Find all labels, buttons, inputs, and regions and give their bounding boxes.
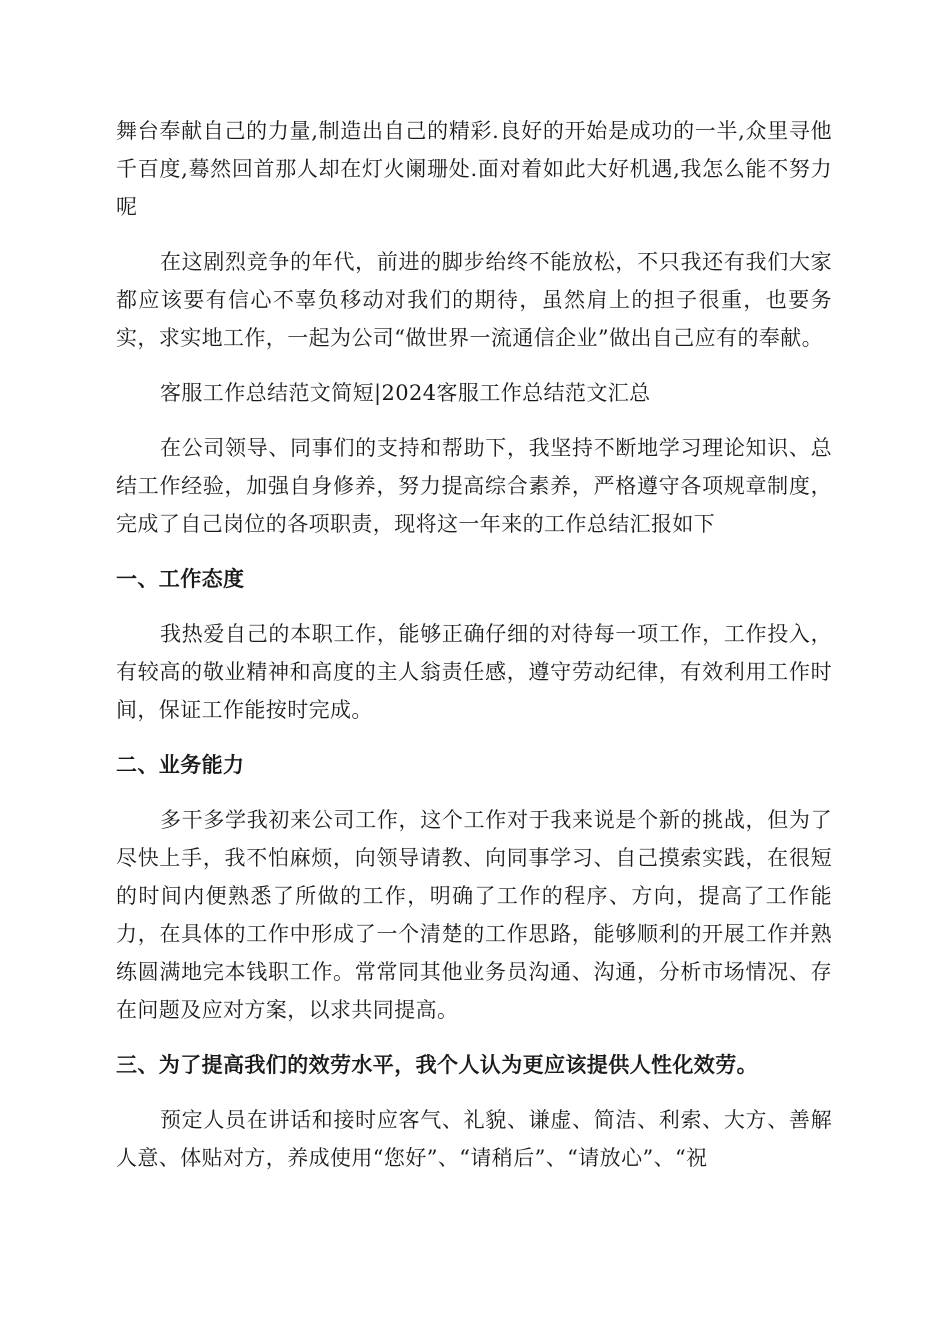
heading-work-attitude: 一、工作态度	[116, 567, 245, 591]
paragraph-service-level: 预定人员在讲话和接时应客气、礼貌、谦虚、简洁、利索、大方、善解人意、体贴对方，养成使用“您好”、“请稍后”、“请放心”、“祝	[116, 1108, 832, 1170]
paragraph-continuation: 舞台奉献自己的力量,制造出自己的精彩.良好的开始是成功的一半,众里寻他千百度,蓦然回首那人却在灯火阑珊处.面对着如此大好机遇,我怎么能不努力呢	[116, 119, 832, 219]
paragraph-work-attitude: 我热爱自己的本职工作，能够正确仔细的对待每一项工作，工作投入，有较高的敬业精神和高度的主人翁责任感，遵守劳动纪律，有效利用工作时间，保证工作能按时完成。	[116, 622, 832, 722]
article-title: 客服工作总结范文简短|2024客服工作总结范文汇总	[160, 381, 651, 405]
heading-service-level: 三、为了提高我们的效劳水平，我个人认为更应该提供人性化效劳。	[116, 1053, 758, 1077]
document-page	[116, 112, 832, 1194]
heading-business-ability: 二、业务能力	[116, 753, 245, 777]
paragraph-intro: 在公司领导、同事们的支持和帮助下，我坚持不断地学习理论知识、总结工作经验，加强自身修养，努力提高综合素养，严格遵守各项规章制度，完成了自己岗位的各项职责，现将这一年来的工作总结汇报如下	[116, 436, 832, 536]
paragraph-business-ability: 多干多学我初来公司工作，这个工作对于我来说是个新的挑战，但为了尽快上手，我不怕麻烦，向领导请教、向同事学习、自己摸索实践，在很短的时间内便熟悉了所做的工作，明确了工作的程序、方向，提高了工作能力，在具体的工作中形成了一个清楚的工作思路，能够顺利的开展工作并熟练圆满地完本钱职工作。常常同其他业务员沟通、沟通，分析市场情况、存在问题及应对方案，以求共同提高。	[116, 808, 832, 1022]
paragraph-competition: 在这剧烈竞争的年代，前进的脚步绐终不能放松，不只我还有我们大家都应该要有信心不辜负移动对我们的期待，虽然肩上的担子很重，也要务实，求实地工作，一起为公司“做世界一流通信企业”做出自己应有的奉献。	[116, 250, 832, 350]
